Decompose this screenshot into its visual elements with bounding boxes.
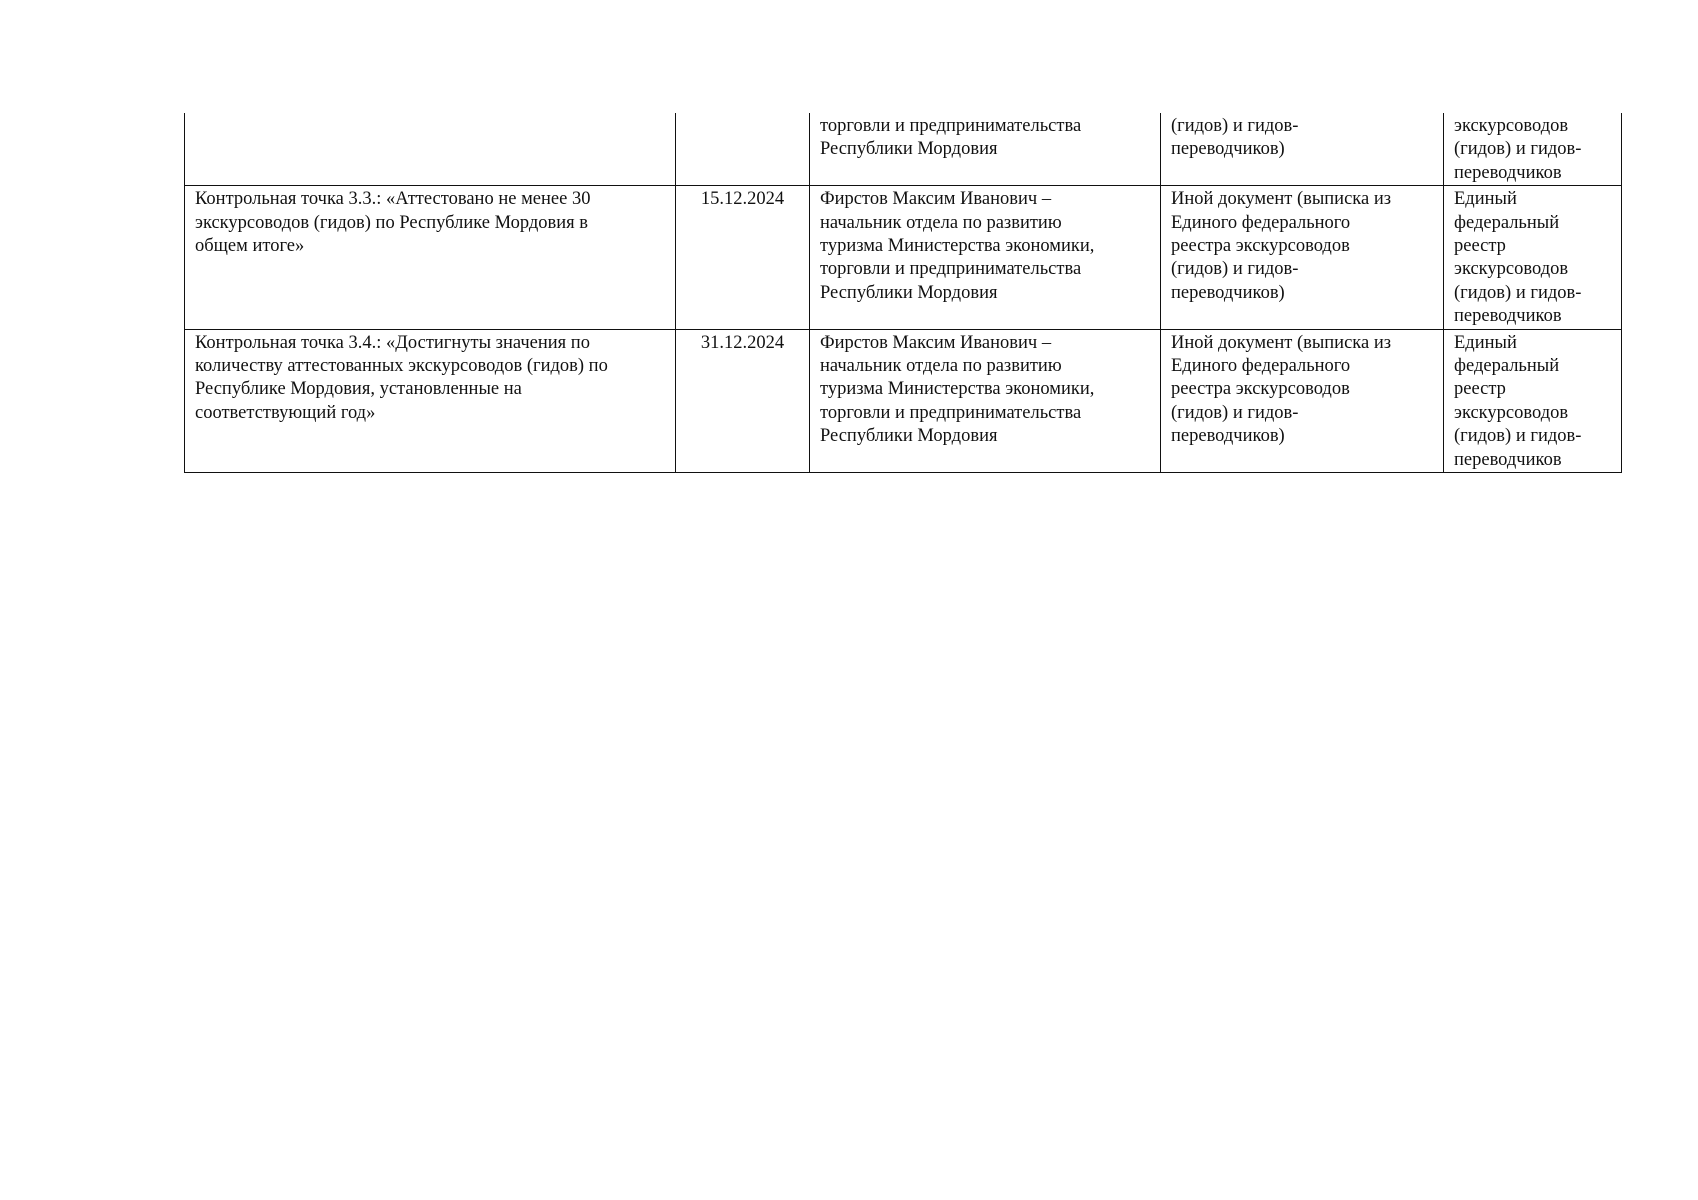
table-row — [185, 329, 1622, 472]
cell-text-line: федеральный — [1454, 212, 1560, 233]
cell-text-line: туризма Министерства экономики, — [820, 379, 1095, 400]
cell-source — [1444, 186, 1622, 329]
cell-text-line: переводчиков — [1454, 306, 1562, 327]
table-row — [185, 186, 1622, 329]
cell-text-line: переводчиков) — [1171, 139, 1285, 160]
cell-text-line: торговли и предпринимательства — [820, 116, 1082, 136]
cell-control-point — [185, 329, 676, 472]
cell-text-line: торговли и предпринимательства — [820, 402, 1082, 423]
cell-source — [1444, 113, 1622, 186]
cell-text-line: Единого федерального — [1171, 356, 1351, 377]
cell-text-line: Республике Мордовия, установленные на — [195, 379, 522, 400]
cell-text-line: Фирстов Максим Иванович – — [820, 189, 1052, 210]
cell-text-line: (гидов) и гидов- — [1171, 259, 1299, 280]
cell-text-line: Единый — [1454, 332, 1517, 353]
cell-text-line: количеству аттестованных экскурсоводов (гидов) по — [195, 356, 608, 377]
cell-text-line: переводчиков) — [1171, 282, 1285, 303]
cell-text-line: переводчиков — [1454, 449, 1562, 470]
cell-date: 15.12.2024 — [676, 186, 810, 329]
cell-text-line: Контрольная точка 3.3.: «Аттестовано не менее 30 — [195, 189, 591, 210]
cell-text-line: Республики Мордовия — [820, 282, 998, 303]
table-row-continuation — [185, 113, 1622, 186]
cell-text-line: начальник отдела по развитию — [820, 212, 1062, 233]
cell-text-line: переводчиков) — [1171, 426, 1285, 447]
cell-text-line: (гидов) и гидов- — [1171, 116, 1299, 136]
cell-text-line: Республики Мордовия — [820, 139, 998, 160]
cell-text-line: (гидов) и гидов- — [1171, 402, 1299, 423]
cell-text-line: реестр — [1454, 236, 1506, 257]
cell-document — [1161, 186, 1444, 329]
cell-text-line: экскурсоводов — [1454, 116, 1569, 136]
cell-text-line: Фирстов Максим Иванович – — [820, 332, 1052, 353]
cell-responsible — [810, 113, 1161, 186]
cell-text-line: реестра экскурсоводов — [1171, 379, 1350, 400]
cell-control-point — [185, 113, 676, 186]
cell-text-line: Иной документ (выписка из — [1171, 332, 1392, 353]
cell-text-line: туризма Министерства экономики, — [820, 236, 1095, 257]
cell-responsible — [810, 186, 1161, 329]
cell-text-line: общем итоге» — [195, 236, 305, 257]
cell-text-line: Республики Мордовия — [820, 426, 998, 447]
cell-control-point — [185, 186, 676, 329]
control-points-table — [184, 113, 1622, 473]
cell-text-line: начальник отдела по развитию — [820, 356, 1062, 377]
cell-text-line: реестр — [1454, 379, 1506, 400]
cell-text-line: переводчиков — [1454, 162, 1562, 183]
cell-text-line: экскурсоводов — [1454, 259, 1569, 280]
cell-text-line: Контрольная точка 3.4.: «Достигнуты значения по — [195, 332, 590, 353]
cell-text-line: экскурсоводов — [1454, 402, 1569, 423]
cell-text-line: Иной документ (выписка из — [1171, 189, 1392, 210]
cell-text-line: Единый — [1454, 189, 1517, 210]
cell-date: 31.12.2024 — [676, 329, 810, 472]
cell-responsible — [810, 329, 1161, 472]
cell-text-line: соответствующий год» — [195, 402, 376, 423]
cell-text-line: (гидов) и гидов- — [1454, 426, 1582, 447]
cell-text-line: реестра экскурсоводов — [1171, 236, 1350, 257]
cell-text-line: (гидов) и гидов- — [1454, 282, 1582, 303]
cell-text-line: экскурсоводов (гидов) по Республике Мордовия в — [195, 212, 589, 233]
cell-text-line: Единого федерального — [1171, 212, 1351, 233]
cell-document — [1161, 113, 1444, 186]
cell-source — [1444, 329, 1622, 472]
cell-text-line: торговли и предпринимательства — [820, 259, 1082, 280]
cell-text-line: федеральный — [1454, 356, 1560, 377]
cell-text-line: (гидов) и гидов- — [1454, 139, 1582, 160]
cell-document — [1161, 329, 1444, 472]
cell-date — [676, 113, 810, 186]
